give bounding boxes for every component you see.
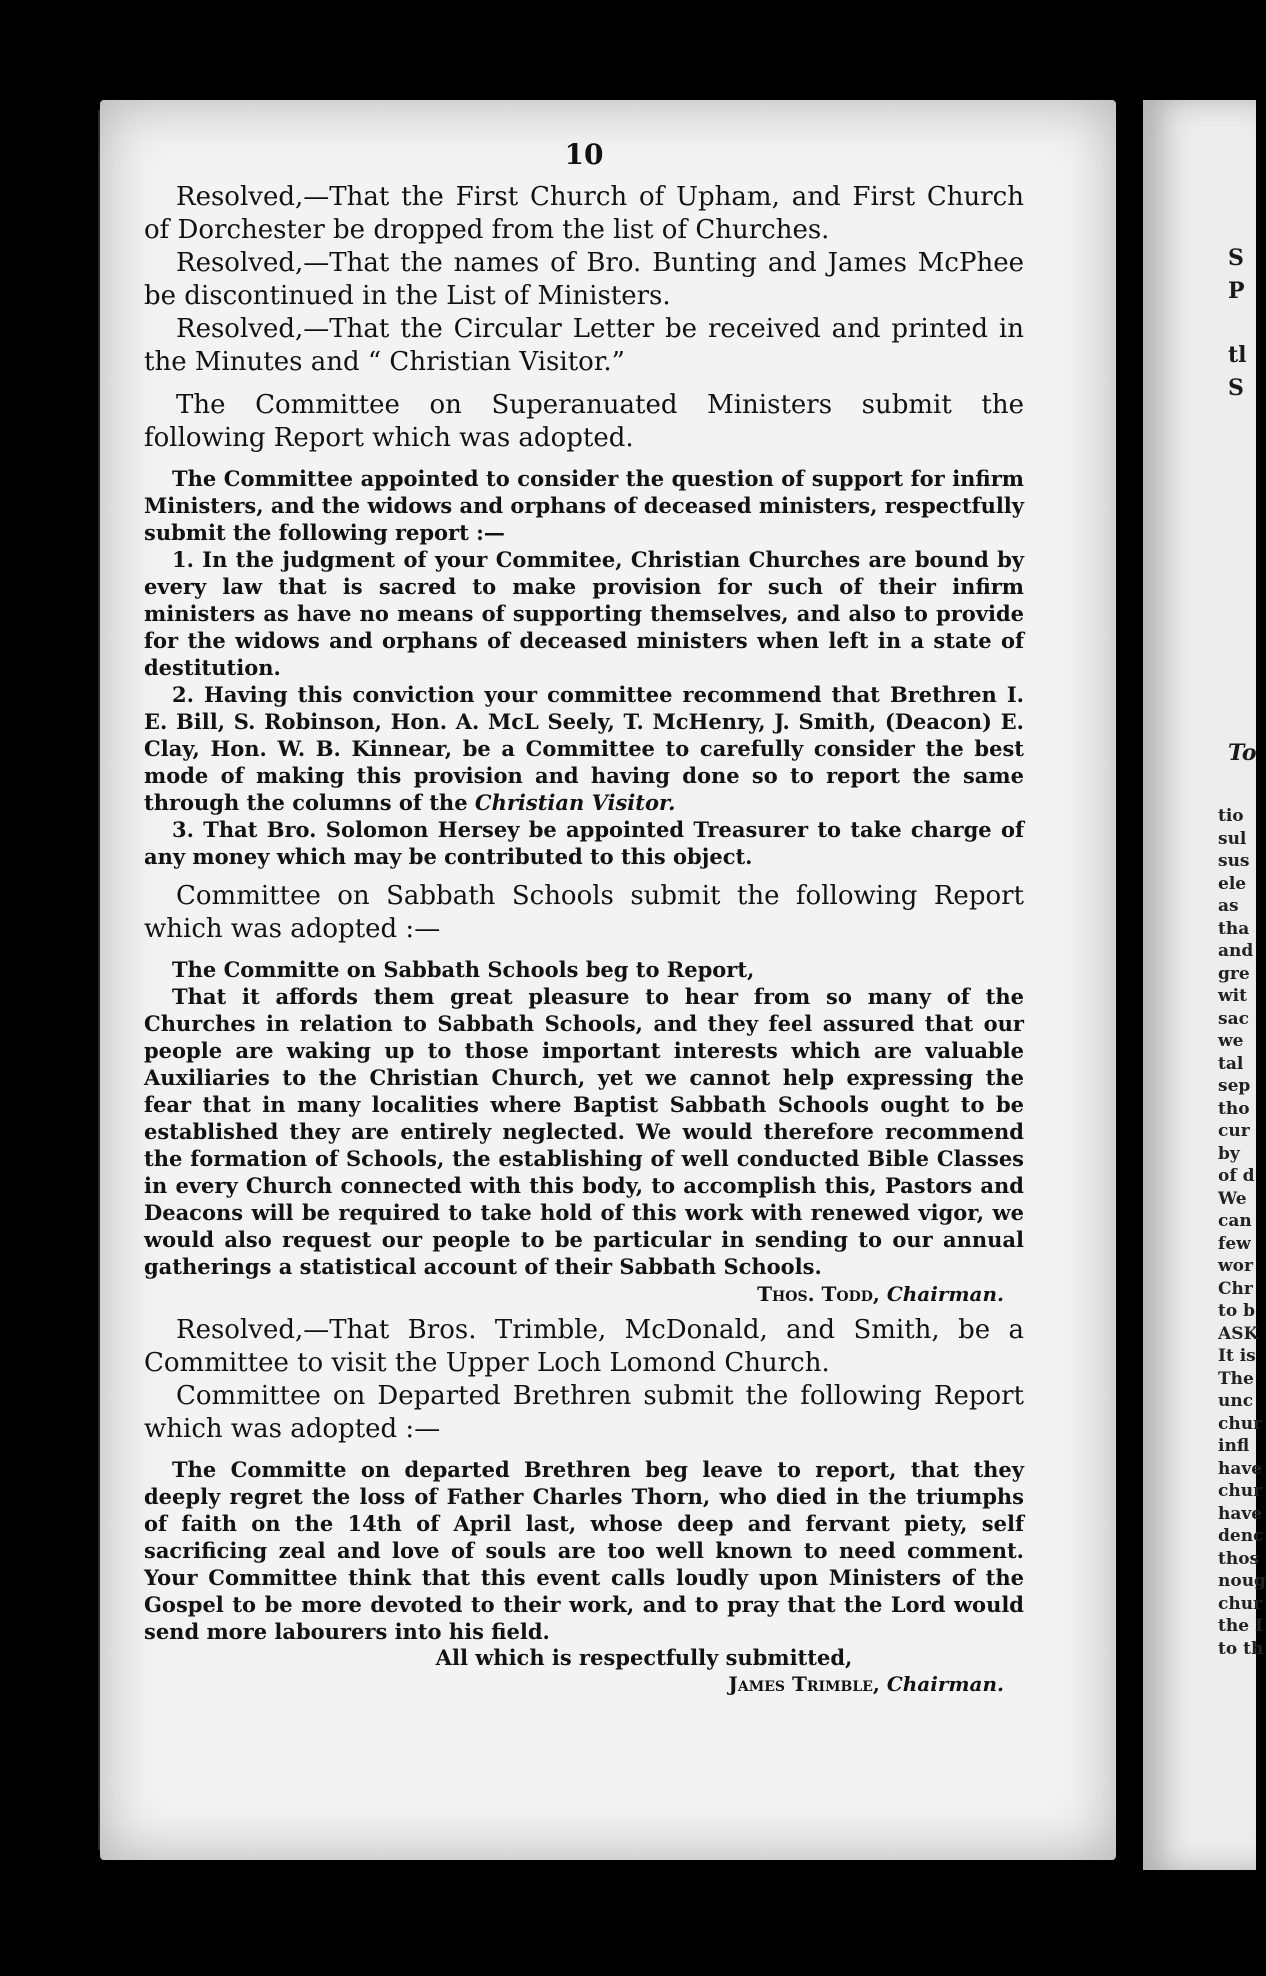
- departed-signature: James Trimble, Chairman.: [728, 1672, 1004, 1696]
- next-page-fragment: S: [1228, 375, 1244, 401]
- next-page-column-line: gre: [1218, 963, 1250, 984]
- superannuated-item-3: 3. That Bro. Solomon Hersey be appointed Treasurer to take charge of any money which may be contributed to this object.: [144, 817, 1024, 869]
- resolution-upham: Resolved,—That the First Church of Upham, and First Church of Dorchester be dropped from the list of Churches.: [144, 182, 1024, 245]
- next-page-fragment: tl: [1228, 342, 1247, 368]
- next-page-column-line: have: [1218, 1458, 1263, 1479]
- next-page-column-line: chur: [1218, 1413, 1263, 1434]
- document-page: [100, 100, 1116, 1860]
- next-page-column-line: few: [1218, 1233, 1251, 1254]
- next-page-column-line: as: [1218, 896, 1239, 916]
- next-page-column-line: we: [1218, 1031, 1244, 1051]
- superannuated-heading: The Committee on Superanuated Ministers submit the following Report which was adopted.: [144, 390, 1024, 453]
- sabbath-heading: Committee on Sabbath Schools submit the following Report which was adopted :—: [144, 881, 1024, 944]
- next-page-column-line: chur: [1218, 1593, 1263, 1614]
- next-page-column-line: thos: [1218, 1548, 1260, 1569]
- departed-body: The Committe on departed Brethren beg leave to report, that they deeply regret the loss of Father Charles Thorn, who died in the triumphs of faith on the 14th of April last, whose deep and fervant piety, self sacrificing zeal and love of souls are too well known to need comment. Your Committee think that this event calls loudly upon Ministers of the Gospel to be more devoted to their work, and to pray that the Lord would send more labourers into his field.: [144, 1457, 1024, 1644]
- next-page-fragment: P: [1228, 278, 1245, 304]
- departed-closing: All which is respectfully submitted,: [435, 1645, 853, 1670]
- next-page-column-line: tal: [1218, 1053, 1244, 1074]
- superannuated-item-2: 2. Having this conviction your committee recommend that Brethren I. E. Bill, S. Robinson, Hon. A. McL Seely, T. McHenry, J. Smith, (Deacon) E. Clay, Hon. W. B. Kinnear, be a Committee to carefully consider the best mode of making this provision and having done so to report the same through the columns of the Christian Visitor.: [144, 682, 1024, 815]
- next-page-column-line: cur: [1218, 1121, 1250, 1141]
- next-page-column-line: It is: [1218, 1346, 1256, 1366]
- next-page-column-line: wor: [1218, 1256, 1253, 1276]
- christian-visitor-title: Christian Visitor.: [474, 790, 676, 815]
- next-page-column-line: denc: [1218, 1526, 1264, 1546]
- next-page-column-line: wit: [1218, 986, 1247, 1006]
- next-page-column-line: sul: [1218, 828, 1247, 849]
- next-page-column-line: tho: [1218, 1098, 1250, 1119]
- departed-heading: Committee on Departed Brethren submit the following Report which was adopted :—: [144, 1381, 1024, 1444]
- sabbath-intro: The Committe on Sabbath Schools beg to Report,: [172, 957, 755, 982]
- next-page-column-line: ASK: [1218, 1323, 1259, 1344]
- next-page-column-line: sac: [1218, 1008, 1249, 1029]
- next-page-column-line: can: [1218, 1211, 1252, 1231]
- next-page-column-line: the I: [1218, 1616, 1263, 1636]
- next-page-column-line: infl: [1218, 1436, 1250, 1456]
- page-content: [144, 138, 1024, 1704]
- sabbath-body: That it affords them great pleasure to hear from so many of the Churches in relation to Sabbath Schools, and they feel assured that our people are waking up to those important interests which are valuable Auxiliaries to the Christian Church, yet we cannot help expressing the fear that in many localities where Baptist Sabbath Schools ought to be established they are entirely neglected. We would therefore recommend the formation of Schools, the establishing of well conducted Bible Classes in every Church connected with this body, to accomplish this, Pastors and Deacons will be required to take hold of this work with renewed vigor, we would also request our people to be particular in sending to our annual gatherings a statistical account of their Sabbath Schools.: [144, 984, 1024, 1279]
- next-page-column-line: of d: [1218, 1166, 1255, 1186]
- next-page-column-line: The: [1218, 1368, 1254, 1389]
- next-page-column-line: noug: [1218, 1571, 1266, 1591]
- resolution-circular-letter: Resolved,—That the Circular Letter be received and printed in the Minutes and “ Christian Visitor.”: [144, 314, 1024, 377]
- next-page-column-line: sep: [1218, 1076, 1251, 1096]
- page-number: 10: [564, 138, 604, 171]
- next-page-column-line: tio: [1218, 806, 1244, 826]
- next-page-column-line: unc: [1218, 1391, 1254, 1411]
- next-page-column-line: and: [1218, 941, 1254, 961]
- next-page-column-line: ele: [1218, 873, 1247, 894]
- next-page-column-line: sus: [1218, 851, 1250, 871]
- next-page-column-line: chur: [1218, 1481, 1263, 1501]
- next-page-column-line: by: [1218, 1143, 1240, 1164]
- next-page-fragment: S: [1228, 245, 1244, 271]
- next-page-heading: To: [1228, 740, 1257, 766]
- next-page-column: [1218, 805, 1266, 1660]
- next-page-column-line: We: [1218, 1188, 1247, 1209]
- resolution-upper-loch-lomond: Resolved,—That Bros. Trimble, McDonald, and Smith, be a Committee to visit the Upper Loch Lomond Church.: [144, 1315, 1024, 1378]
- superannuated-intro: The Committee appointed to consider the question of support for infirm Ministers, and the widows and orphans of deceased ministers, respectfully submit the following report :—: [144, 466, 1024, 545]
- next-page-column-line: to b: [1218, 1301, 1255, 1321]
- next-page-column-line: to th: [1218, 1638, 1264, 1659]
- next-page-column-line: Chr: [1218, 1278, 1253, 1299]
- resolution-ministers: Resolved,—That the names of Bro. Bunting and James McPhee be discontinued in the List of Ministers.: [144, 248, 1024, 311]
- next-page-column-line: tha: [1218, 918, 1250, 939]
- sabbath-signature: Thos. Todd, Chairman.: [757, 1282, 1004, 1306]
- superannuated-item-1: 1. In the judgment of your Commitee, Christian Churches are bound by every law that is sacred to make provision for such of their infirm ministers as have no means of supporting themselves, and also to provide for the widows and orphans of deceased ministers when left in a state of destitution.: [144, 547, 1024, 680]
- next-page-column-line: have: [1218, 1503, 1263, 1524]
